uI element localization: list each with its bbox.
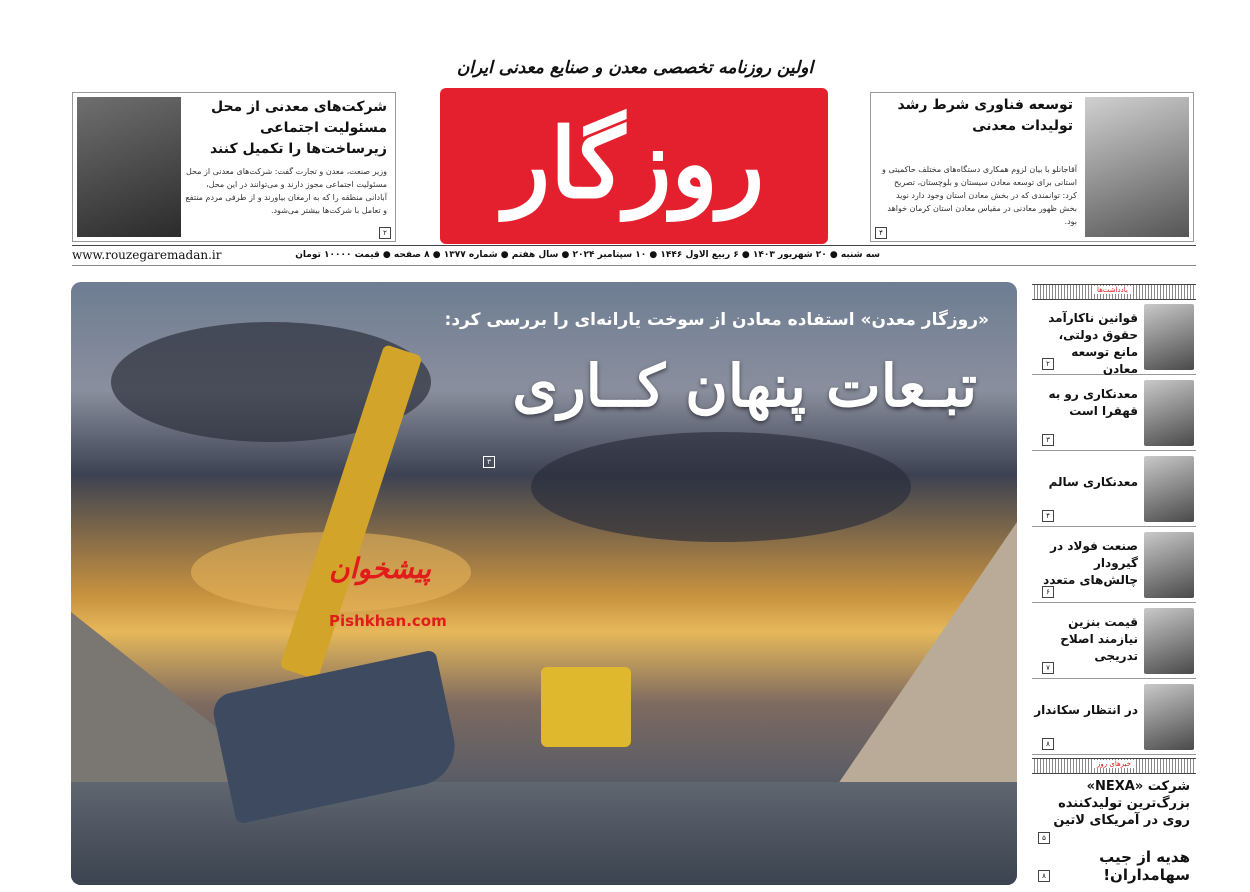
sidebar-card[interactable]	[1032, 604, 1196, 679]
teaser-left-page[interactable]: ۲	[379, 227, 391, 239]
sidebar-card-title: صنعت فولاد در گیرودار چالش‌های متعدد	[1043, 539, 1138, 587]
notes-strip	[1032, 284, 1196, 300]
sidebar-card[interactable]	[1032, 528, 1196, 603]
teaser-left-title: شرکت‌های معدنی از محل مسئولیت اجتماعی زیرساخت‌ها را تکمیل کنند	[209, 99, 387, 157]
author-photo	[1144, 684, 1194, 750]
sidebar-card-page[interactable]: ۷	[1042, 662, 1054, 674]
teaser-left-photo	[77, 97, 181, 237]
hero-story[interactable]	[71, 282, 1017, 885]
dateline: سه شنبه ● ۲۰ شهریور ۱۴۰۳ ● ۶ ربیع الاول ۱۴۴۶ ● ۱۰ سپتامبر ۲۰۲۴ ● سال هفتم ● شماره ۱۳۷۷ ● ۸ صفحه ● قیمت ۱۰۰۰۰ تومان	[295, 250, 880, 260]
teaser-left[interactable]	[72, 92, 396, 242]
hero-kicker: «روزگار معدن» استفاده معادن از سوخت یارانه‌ای را بررسی کرد:	[444, 310, 989, 330]
sidebar-card-title: معدنکاری سالم	[1048, 475, 1138, 489]
teaser-right-title: توسعه فناوری شرط رشد تولیدات معدنی	[897, 97, 1073, 134]
teaser-right-page[interactable]: ۴	[875, 227, 887, 239]
sidebar-card-page[interactable]: ۶	[1042, 586, 1054, 598]
promo-title: شرکت «NEXA» بزرگ‌ترین تولیدکننده روی در آمریکای لاتین	[1053, 779, 1190, 828]
author-photo	[1144, 456, 1194, 522]
teaser-right-photo	[1085, 97, 1189, 237]
news-strip	[1032, 758, 1196, 774]
sidebar-card-page[interactable]: ۳	[1042, 434, 1054, 446]
excavator-cab	[541, 667, 631, 747]
author-photo	[1144, 532, 1194, 598]
hero-headline: تبـعات پنهان کــاری	[512, 352, 977, 420]
sidebar-card-title: معدنکاری رو به قهقرا است	[1048, 387, 1138, 418]
teaser-right[interactable]	[870, 92, 1194, 242]
hero-page[interactable]: ۳	[483, 456, 495, 468]
sidebar-promo[interactable]	[1032, 776, 1196, 842]
notes-label: یادداشت‌ها	[1094, 286, 1131, 294]
hero-rubble	[71, 782, 1017, 885]
sidebar-card-title: در انتظار سکاندار	[1034, 703, 1138, 717]
masthead-logo: روزگار	[503, 107, 765, 220]
sidebar-card-page[interactable]: ۸	[1042, 738, 1054, 750]
teaser-right-body: آقاجانلو با بیان لزوم همکاری دستگاه‌های مختلف حاکمیتی و استانی برای توسعه معادن سیستان و بلوچستان، تصریح کرد: توانمندی که در بخش معادن استان وجود دارد نوید بخش ظهور معادنی در مقیاس معادن استان کرمان خواهد بود.	[882, 165, 1077, 226]
website-url[interactable]: www.rouzegaremadan.ir	[72, 248, 222, 262]
teaser-left-body: وزیر صنعت، معدن و تجارت گفت: شرکت‌های معدنی از محل مسئولیت اجتماعی مجوز دارند و می‌توانند در این محل، آبادانی منطقه را که به ارمغان بیاورند و از طرفی مردم منتفع و تعامل با شرکت‌ها بیشتر می‌شود.	[185, 167, 387, 215]
sidebar-card-page[interactable]: ۲	[1042, 358, 1054, 370]
tagline: اولین روزنامه تخصصی معدن و صنایع معدنی ایران	[456, 58, 814, 78]
sidebar	[1032, 282, 1196, 885]
sidebar-card[interactable]	[1032, 452, 1196, 527]
promo-page[interactable]: ۵	[1038, 832, 1050, 844]
masthead[interactable]	[440, 88, 828, 244]
sidebar-card[interactable]	[1032, 376, 1196, 451]
author-photo	[1144, 608, 1194, 674]
watermark-url: Pishkhan.com	[329, 612, 447, 630]
sidebar-card-title: قوانین ناکارآمد حقوق دولتی، مانع توسعه معادن	[1048, 311, 1138, 376]
author-photo	[1144, 304, 1194, 370]
dateline-rule-top	[72, 245, 1196, 246]
sidebar-card[interactable]	[1032, 680, 1196, 755]
sidebar-card[interactable]	[1032, 300, 1196, 375]
gift-page[interactable]: ۸	[1038, 870, 1050, 882]
author-photo	[1144, 380, 1194, 446]
watermark-logo: پیشخوان	[329, 552, 432, 585]
dateline-rule-bottom	[72, 265, 1196, 266]
sidebar-card-page[interactable]: ۴	[1042, 510, 1054, 522]
gift-title: هدیه از جیب سهامداران!	[1099, 848, 1190, 884]
sidebar-card-title: قیمت بنزین نیازمند اصلاح تدریجی	[1060, 615, 1138, 663]
sidebar-gift[interactable]	[1032, 848, 1196, 884]
news-label: خبرهای روز	[1094, 760, 1134, 768]
